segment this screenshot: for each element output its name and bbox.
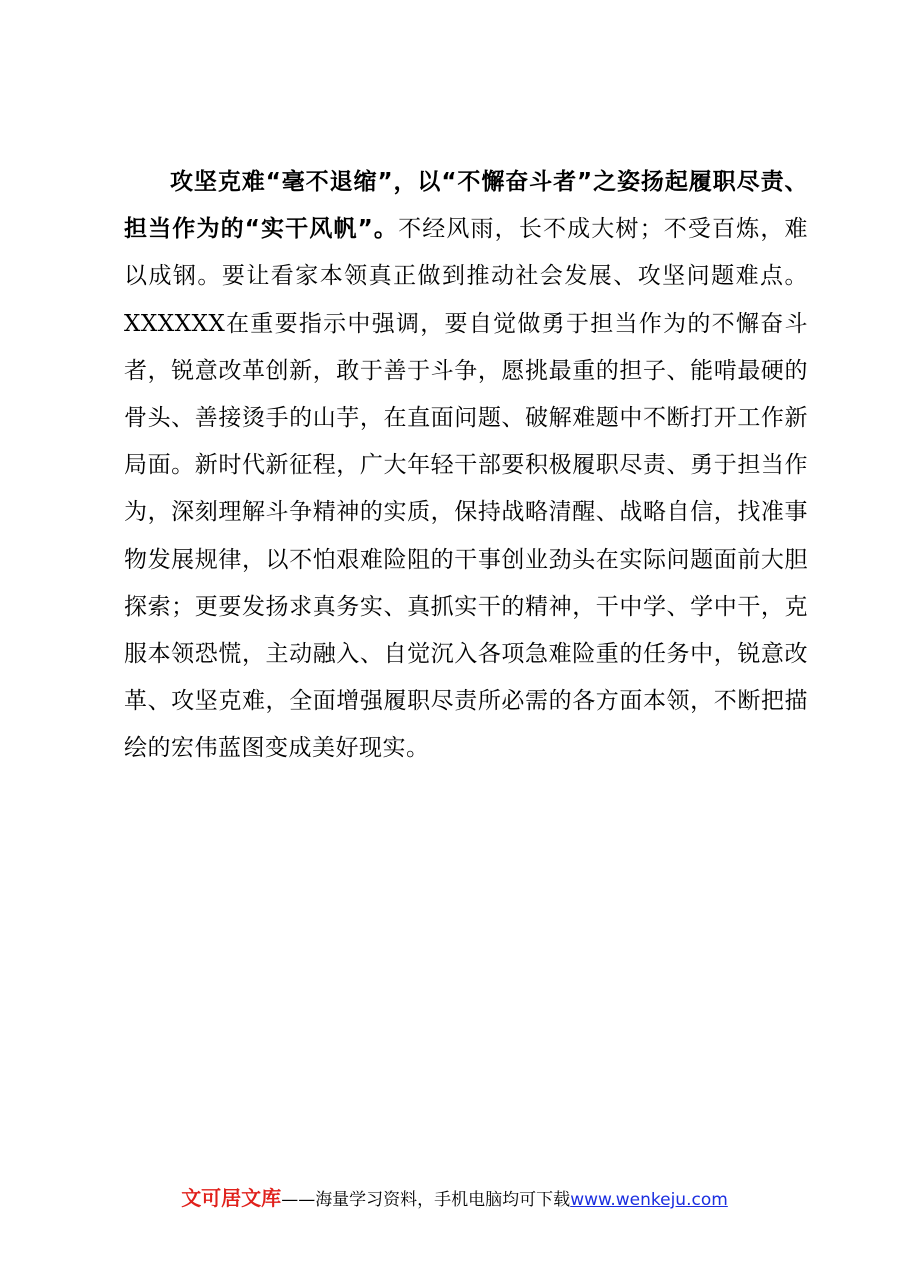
paragraph-text: 不经风雨，长不成大树；不受百炼，难以成钢。要让看家本领真正做到推动社会发展、攻坚问题难点。XXXXXX在重要指示中强调，要自觉做勇于担当作为的不懈奋斗者，锐意改革创新，敢于善于斗争，愿挑最重的担子、能啃最硬的骨头、善接烫手的山芋，在直面问题、破解难题中不断打开工作新局面。新时代新征程，广大年轻干部要积极履职尽责、勇于担当作为，深刻理解斗争精神的实质，保持战略清醒、战略自信，找准事物发展规律，以不怕艰难险阻的干事创业劲头在实际问题面前大胆探索；更要发扬求真务实、真抓实干的精神，干中学、学中干，克服本领恐慌，主动融入、自觉沉入各项急难险重的任务中，锐意改革、攻坚克难，全面增强履职尽责所必需的各方面本领，不断把描绘的宏伟蓝图变成美好现实。: [124, 216, 808, 762]
footer-slogan: ——海量学习资料，手机电脑均可下载: [281, 1190, 571, 1210]
lead-heading: 攻坚克难“毫不退缩”，以“不懈奋斗者”之姿扬起履职尽责、担当作为的“实干风帆”。: [124, 169, 808, 243]
body-paragraph: [124, 159, 808, 773]
footer-banner: [0, 1182, 909, 1211]
footer-link[interactable]: www.wenkeju.com: [570, 1190, 728, 1210]
footer-brand: 文可居文库: [181, 1186, 282, 1210]
